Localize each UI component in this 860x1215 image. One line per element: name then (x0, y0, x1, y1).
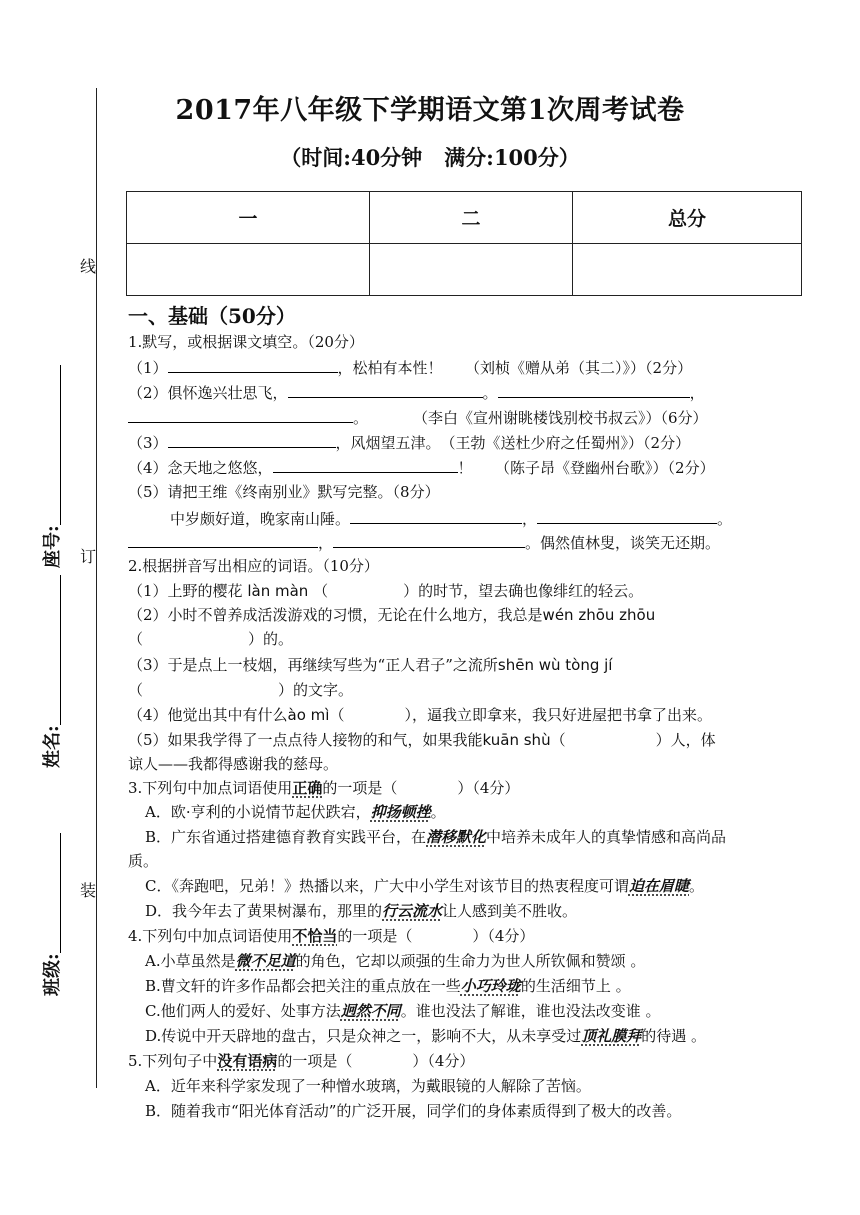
class-field[interactable] (38, 833, 64, 996)
option-3d[interactable]: D．我今年去了黄果树瀑布，那里的行云流水让人感到美不胜收。 (145, 902, 578, 920)
score-cell-2[interactable] (370, 244, 573, 296)
question-1-2: （2）俱怀逸兴壮思飞， 。 ， (128, 384, 705, 402)
option-3a[interactable]: A．欧·亨利的小说情节起伏跌宕，抑扬顿挫。 (145, 803, 446, 821)
exam-full-score: 满分:100分） (444, 145, 580, 170)
option-3b[interactable]: B．广东省通过搭建德育教育实践平台，在潜移默化中培养未成年人的真挚情感和高尚品 (145, 828, 727, 846)
exam-subtitle (0, 142, 860, 172)
answer-blank[interactable] (273, 457, 458, 473)
score-table (126, 191, 802, 296)
question-2-2: （2）小时不曾养成活泼游戏的习惯，无论在什么地方，我总是wén zhōu zhōu (128, 606, 656, 624)
question-2-3: （3）于是点上一枝烟，再继续写些为“正人君子”之流所shēn wù tòng jí (128, 656, 613, 674)
option-4c[interactable]: C.他们两人的爱好、处事方法迥然不同。谁也没法了解谁，谁也没法改变谁 。 (145, 1002, 661, 1020)
option-4a[interactable]: A.小草虽然是微不足道的角色，它却以顽强的生命力为世人所钦佩和赞颂 。 (145, 952, 646, 970)
answer-blank[interactable] (168, 432, 336, 448)
question-1-5: （5）请把王维《终南别业》默写完整。（8分） (128, 483, 440, 501)
answer-blank[interactable] (288, 382, 483, 398)
question-2-1: （1）上野的樱花 làn màn （ ）的时节，望去确也像绯红的轻云。 (128, 582, 644, 600)
margin-order-char: 订 (80, 547, 97, 566)
question-3: 3.下列句中加点词语使用正确的一项是（ ）（4分） (128, 779, 520, 797)
pinyin: làn màn (247, 582, 309, 600)
section-title: 一、基础（50分） (128, 304, 296, 328)
margin-line-char: 线 (80, 257, 97, 276)
answer-blank[interactable] (333, 532, 525, 548)
question-2-3-cont: （ ）的文字。 (128, 681, 354, 699)
question-1: 1.默写，或根据课文填空。（20分） (128, 333, 364, 351)
option-4d[interactable]: D.传说中开天辟地的盘古，只是众神之一，影响不大，从未享受过顶礼膜拜的待遇 。 (145, 1027, 707, 1045)
question-2: 2.根据拼音写出相应的词语。（10分） (128, 557, 379, 575)
answer-blank[interactable] (350, 508, 522, 524)
class-label: 班级: (42, 953, 63, 996)
answer-blank[interactable] (128, 407, 353, 423)
question-2-4: （4）他觉出其中有什么ào mì（ ），逼我立即拿来，我只好进屋把书拿了出来。 (128, 706, 712, 724)
pinyin: ào mì (287, 706, 330, 724)
name-label: 姓名: (42, 725, 63, 768)
seat-blank[interactable] (46, 365, 61, 525)
pinyin: wén zhōu zhōu (542, 606, 656, 624)
question-2-5-cont: 谅人——我都得感谢我的慈母。 (128, 755, 339, 773)
score-col-1: 一 (127, 192, 370, 244)
name-field[interactable] (38, 575, 64, 768)
question-4: 4.下列句中加点词语使用不恰当的一项是（ ）（4分） (128, 927, 535, 945)
exam-title: 2017年八年级下学期语文第1次周考试卷 (175, 95, 685, 126)
name-blank[interactable] (46, 575, 61, 725)
question-1-5-line2: ， 。偶然值林叟，谈笑无还期。 (128, 532, 720, 553)
answer-blank[interactable] (168, 357, 338, 373)
answer-blank[interactable] (537, 508, 717, 524)
exam-time: （时间:40分钟 (280, 145, 423, 170)
question-1-2-cont: 。 （李白《宣州谢眺楼饯别校书叔云》）（6分） (128, 407, 708, 428)
score-cell-1[interactable] (127, 244, 370, 296)
question-2-5: （5）如果我学得了一点点待人接物的和气，如果我能kuān shù（ ）人，体 (128, 731, 716, 749)
option-5b[interactable]: B．随着我市“阳光体育活动”的广泛开展，同学们的身体素质得到了极大的改善。 (145, 1102, 682, 1120)
question-1-1: （1） ，松柏有本性！ （刘桢《赠从弟（其二）》）（2分） (128, 359, 693, 377)
seat-field[interactable] (38, 365, 64, 568)
answer-blank[interactable] (498, 382, 690, 398)
option-5a[interactable]: A．近年来科学家发现了一种憎水玻璃，为戴眼镜的人解除了苦恼。 (145, 1077, 591, 1095)
question-5: 5.下列句子中没有语病的一项是（ ）（4分） (128, 1052, 475, 1070)
score-col-2: 二 (370, 192, 573, 244)
question-1-4: （4）念天地之悠悠， ！ （陈子昂《登幽州台歌》）（2分） (128, 459, 715, 477)
option-3b-cont: 质。 (128, 852, 159, 870)
answer-blank[interactable] (128, 532, 318, 548)
question-1-3: （3） ，风烟望五津。 （王勃《送杜少府之任蜀州》）（2分） (128, 434, 691, 452)
pinyin: kuān shù (482, 731, 551, 749)
question-2-2-cont: （ ）的。 (128, 630, 294, 648)
class-blank[interactable] (46, 833, 61, 953)
margin-binding-char: 装 (80, 881, 97, 900)
question-1-5-line1: 中岁颇好道，晚家南山陲。 ， 。 (170, 510, 733, 528)
option-4b[interactable]: B.曹文轩的许多作品都会把关注的重点放在一些小巧玲珑的生活细节上 。 (145, 977, 631, 995)
pinyin: shēn wù tòng jí (497, 656, 613, 674)
binding-line (96, 88, 97, 1088)
score-col-total: 总分 (573, 192, 802, 244)
seat-label: 座号: (42, 525, 63, 568)
score-cell-total[interactable] (573, 244, 802, 296)
option-3c[interactable]: C．《奔跑吧，兄弟！》热播以来，广大中小学生对该节目的热衷程度可谓迫在眉睫。 (145, 877, 705, 895)
